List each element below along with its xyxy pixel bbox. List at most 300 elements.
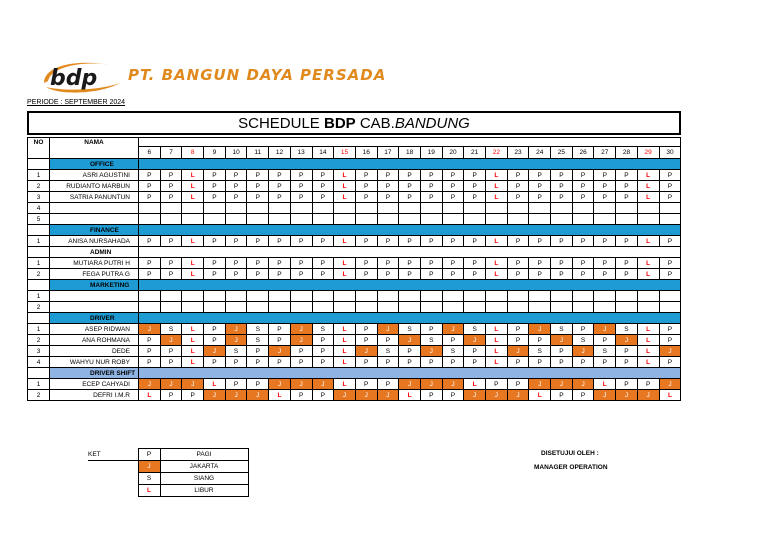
shift-cell: P (594, 335, 616, 346)
section-row (28, 280, 681, 291)
shift-cell: P (290, 357, 312, 368)
shift-cell (160, 203, 182, 214)
shift-cell (594, 214, 616, 225)
row-no: 2 (28, 390, 50, 401)
day-header: 22 (486, 147, 508, 159)
day-header: 11 (247, 147, 269, 159)
table-row (28, 236, 681, 247)
employee-name (50, 214, 139, 225)
day-header: 8 (182, 147, 204, 159)
shift-cell (616, 203, 638, 214)
shift-cell: L (334, 192, 356, 203)
shift-cell: P (247, 236, 269, 247)
shift-cell: J (269, 379, 291, 390)
shift-cell: P (355, 258, 377, 269)
shift-cell: P (529, 335, 551, 346)
section-label: MARKETING (50, 280, 139, 291)
shift-cell (637, 302, 659, 313)
shift-cell: J (377, 324, 399, 335)
shift-cell: P (290, 258, 312, 269)
shift-cell (464, 214, 486, 225)
shift-cell (551, 203, 573, 214)
shift-cell: P (377, 170, 399, 181)
shift-cell: L (399, 390, 421, 401)
shift-cell (594, 302, 616, 313)
shift-cell: J (399, 335, 421, 346)
shift-cell (659, 203, 681, 214)
shift-cell: P (507, 236, 529, 247)
shift-cell: L (486, 236, 508, 247)
shift-cell: P (269, 236, 291, 247)
shift-cell: J (399, 379, 421, 390)
shift-cell (507, 214, 529, 225)
section-no (28, 313, 50, 324)
shift-cell: P (290, 192, 312, 203)
shift-cell: L (182, 192, 204, 203)
legend-row (88, 461, 248, 473)
shift-cell: P (616, 181, 638, 192)
shift-cell: P (247, 269, 269, 280)
shift-cell: J (637, 390, 659, 401)
shift-cell: P (442, 269, 464, 280)
schedule-title (27, 111, 681, 135)
shift-cell: L (637, 357, 659, 368)
shift-cell (182, 302, 204, 313)
legend-label: KET (88, 449, 138, 461)
shift-cell (486, 214, 508, 225)
shift-cell (312, 302, 334, 313)
shift-cell: L (182, 258, 204, 269)
row-no: 4 (28, 203, 50, 214)
shift-cell: P (507, 269, 529, 280)
shift-cell: L (334, 170, 356, 181)
shift-cell: P (204, 192, 226, 203)
day-header: 14 (312, 147, 334, 159)
shift-cell: P (551, 390, 573, 401)
day-header: 29 (637, 147, 659, 159)
legend-table (88, 448, 249, 497)
shift-cell: P (160, 346, 182, 357)
shift-cell: P (420, 170, 442, 181)
shift-cell: P (464, 170, 486, 181)
shift-cell: P (139, 357, 161, 368)
shift-cell: P (572, 192, 594, 203)
shift-cell: J (464, 335, 486, 346)
shift-cell (247, 203, 269, 214)
shift-cell: J (420, 379, 442, 390)
shift-cell: P (139, 181, 161, 192)
shift-cell: L (182, 269, 204, 280)
shift-cell (572, 214, 594, 225)
shift-cell: P (377, 335, 399, 346)
day-header: 19 (420, 147, 442, 159)
shift-cell: P (399, 192, 421, 203)
shift-cell: P (399, 346, 421, 357)
shift-cell: P (594, 258, 616, 269)
employee-name: SATRIA PANUNTUN (50, 192, 139, 203)
day-header: 7 (160, 147, 182, 159)
shift-cell: P (551, 346, 573, 357)
shift-cell (659, 291, 681, 302)
shift-cell: L (182, 357, 204, 368)
shift-cell: P (247, 258, 269, 269)
section-no (28, 280, 50, 291)
shift-cell: P (659, 181, 681, 192)
shift-cell: P (269, 324, 291, 335)
shift-cell (204, 203, 226, 214)
shift-cell: L (182, 324, 204, 335)
shift-cell (182, 214, 204, 225)
shift-cell: S (312, 324, 334, 335)
header-no: NO (28, 138, 50, 159)
shift-cell: P (247, 181, 269, 192)
shift-cell: L (637, 346, 659, 357)
shift-cell (160, 214, 182, 225)
shift-cell: P (312, 181, 334, 192)
shift-cell: L (182, 346, 204, 357)
shift-cell: P (464, 357, 486, 368)
shift-cell: L (659, 390, 681, 401)
table-row (28, 269, 681, 280)
shift-cell: P (464, 269, 486, 280)
shift-cell: L (486, 269, 508, 280)
shift-cell: P (572, 258, 594, 269)
day-header: 26 (572, 147, 594, 159)
shift-cell: P (204, 324, 226, 335)
shift-cell (334, 302, 356, 313)
title-bold: BDP (323, 115, 356, 132)
shift-cell: P (312, 346, 334, 357)
shift-cell: P (247, 346, 269, 357)
shift-cell: J (225, 390, 247, 401)
shift-cell: P (572, 181, 594, 192)
shift-cell (377, 214, 399, 225)
shift-cell: S (616, 324, 638, 335)
shift-cell: J (594, 390, 616, 401)
shift-cell: J (290, 324, 312, 335)
shift-cell: P (594, 170, 616, 181)
shift-cell: P (659, 269, 681, 280)
shift-cell: P (204, 357, 226, 368)
shift-cell: P (225, 192, 247, 203)
employee-name: ASEP RIDWAN (50, 324, 139, 335)
shift-cell: P (377, 357, 399, 368)
shift-cell (355, 302, 377, 313)
shift-cell: P (529, 181, 551, 192)
shift-cell: P (377, 236, 399, 247)
shift-cell: P (269, 181, 291, 192)
table-row (28, 203, 681, 214)
shift-cell (334, 203, 356, 214)
shift-cell: P (507, 192, 529, 203)
shift-cell: P (551, 192, 573, 203)
shift-cell: P (269, 269, 291, 280)
shift-cell: P (420, 236, 442, 247)
day-header: 24 (529, 147, 551, 159)
row-no: 5 (28, 214, 50, 225)
shift-cell (139, 214, 161, 225)
shift-cell (334, 214, 356, 225)
shift-cell: P (160, 236, 182, 247)
shift-cell: J (442, 379, 464, 390)
employee-name: FEGA PUTRA G (50, 269, 139, 280)
table-row (28, 335, 681, 346)
shift-cell: L (486, 357, 508, 368)
shift-cell: P (594, 269, 616, 280)
section-label: DRIVER (50, 313, 139, 324)
table-row (28, 181, 681, 192)
shift-cell (225, 302, 247, 313)
shift-cell: P (572, 390, 594, 401)
shift-cell (637, 203, 659, 214)
shift-cell (464, 302, 486, 313)
shift-cell: P (377, 181, 399, 192)
employee-name: MUTIARA PUTRI H (50, 258, 139, 269)
shift-cell (529, 302, 551, 313)
shift-cell: P (464, 346, 486, 357)
section-bar (139, 159, 681, 170)
schedule-table (27, 137, 681, 401)
shift-cell: P (420, 192, 442, 203)
day-header: 25 (551, 147, 573, 159)
shift-cell: J (312, 379, 334, 390)
shift-cell: P (399, 236, 421, 247)
shift-cell: P (464, 236, 486, 247)
shift-cell: J (572, 379, 594, 390)
section-no (28, 247, 50, 258)
section-bar (139, 225, 681, 236)
shift-cell (529, 291, 551, 302)
employee-name: DEFRI I.M.R (50, 390, 139, 401)
shift-cell: L (486, 258, 508, 269)
employee-name: ECEP CAHYADI (50, 379, 139, 390)
shift-cell (312, 214, 334, 225)
section-row (28, 159, 681, 170)
row-no: 2 (28, 302, 50, 313)
shift-cell: P (616, 170, 638, 181)
shift-cell: S (160, 324, 182, 335)
section-row (28, 247, 681, 258)
bdp-logo (38, 57, 128, 97)
shift-cell (551, 291, 573, 302)
shift-cell: S (529, 346, 551, 357)
shift-cell (659, 302, 681, 313)
section-label: OFFICE (50, 159, 139, 170)
section-label: DRIVER SHIFT (50, 368, 139, 379)
day-header: 16 (355, 147, 377, 159)
shift-cell: P (312, 170, 334, 181)
shift-cell: P (551, 236, 573, 247)
shift-cell: J (225, 324, 247, 335)
shift-cell (507, 291, 529, 302)
shift-cell: P (659, 192, 681, 203)
shift-cell: P (442, 357, 464, 368)
shift-cell: P (464, 181, 486, 192)
shift-cell (529, 214, 551, 225)
shift-cell: P (616, 236, 638, 247)
shift-cell: J (616, 390, 638, 401)
company-name: PT. BANGUN DAYA PERSADA (128, 66, 387, 84)
shift-cell: L (486, 192, 508, 203)
shift-cell: P (551, 269, 573, 280)
shift-cell: P (355, 379, 377, 390)
shift-cell (637, 291, 659, 302)
table-row (28, 379, 681, 390)
shift-cell: P (312, 236, 334, 247)
shift-cell: P (442, 170, 464, 181)
shift-cell: P (529, 269, 551, 280)
shift-cell: J (247, 390, 269, 401)
shift-cell: P (355, 236, 377, 247)
shift-cell: J (659, 346, 681, 357)
row-no: 3 (28, 192, 50, 203)
shift-cell: P (659, 258, 681, 269)
day-header: 9 (204, 147, 226, 159)
shift-cell: S (247, 335, 269, 346)
shift-cell: L (637, 170, 659, 181)
shift-cell: J (290, 379, 312, 390)
shift-cell: P (551, 258, 573, 269)
shift-cell: P (355, 192, 377, 203)
employee-name: ANISA NURSAHADA (50, 236, 139, 247)
employee-name: RUDIANTO MARBUN (50, 181, 139, 192)
row-no: 1 (28, 379, 50, 390)
shift-cell: P (355, 335, 377, 346)
shift-cell (312, 203, 334, 214)
shift-cell: P (594, 357, 616, 368)
shift-cell: L (637, 192, 659, 203)
shift-cell: P (247, 379, 269, 390)
shift-cell: P (529, 192, 551, 203)
shift-cell (355, 291, 377, 302)
shift-cell: P (204, 236, 226, 247)
shift-cell: P (399, 170, 421, 181)
shift-cell: P (355, 181, 377, 192)
shift-cell: P (139, 170, 161, 181)
shift-cell (486, 203, 508, 214)
shift-cell: J (225, 335, 247, 346)
shift-cell: L (269, 390, 291, 401)
day-header: 28 (616, 147, 638, 159)
section-no (28, 225, 50, 236)
table-row (28, 324, 681, 335)
shift-cell: P (225, 236, 247, 247)
shift-cell (399, 214, 421, 225)
day-header: 13 (290, 147, 312, 159)
shift-cell: J (572, 346, 594, 357)
shift-cell (377, 203, 399, 214)
shift-cell (355, 203, 377, 214)
shift-cell: L (486, 335, 508, 346)
shift-cell (290, 203, 312, 214)
shift-cell (442, 214, 464, 225)
shift-cell (204, 291, 226, 302)
shift-cell: P (507, 324, 529, 335)
shift-cell (616, 302, 638, 313)
shift-cell: P (160, 170, 182, 181)
table-row (28, 192, 681, 203)
shift-cell: P (290, 269, 312, 280)
shift-cell: S (399, 324, 421, 335)
shift-cell: L (486, 170, 508, 181)
shift-cell: P (594, 181, 616, 192)
shift-cell: P (529, 236, 551, 247)
legend-label (88, 485, 138, 497)
shift-cell (160, 291, 182, 302)
legend-label (88, 461, 138, 473)
shift-cell (139, 203, 161, 214)
shift-cell: P (204, 181, 226, 192)
table-row (28, 291, 681, 302)
shift-cell: L (637, 335, 659, 346)
shift-cell: P (160, 181, 182, 192)
title-city: BANDUNG (394, 115, 470, 132)
shift-cell: P (312, 269, 334, 280)
employee-name (50, 203, 139, 214)
shift-cell (442, 291, 464, 302)
shift-cell (464, 291, 486, 302)
shift-cell: P (204, 258, 226, 269)
shift-cell (399, 302, 421, 313)
shift-cell (269, 203, 291, 214)
shift-cell: P (420, 181, 442, 192)
shift-cell: P (529, 258, 551, 269)
shift-cell: J (204, 390, 226, 401)
shift-cell: P (594, 192, 616, 203)
shift-cell (225, 203, 247, 214)
shift-cell (139, 291, 161, 302)
shift-cell: P (269, 357, 291, 368)
shift-cell: P (312, 357, 334, 368)
shift-cell: L (182, 335, 204, 346)
shift-cell (420, 291, 442, 302)
shift-cell: P (442, 181, 464, 192)
shift-cell: P (420, 258, 442, 269)
shift-cell: P (290, 181, 312, 192)
shift-cell: P (399, 258, 421, 269)
shift-cell: J (659, 379, 681, 390)
day-header: 18 (399, 147, 421, 159)
day-header: 6 (139, 147, 161, 159)
day-header: 30 (659, 147, 681, 159)
shift-cell: P (529, 357, 551, 368)
shift-cell: P (139, 236, 161, 247)
shift-cell: J (139, 379, 161, 390)
row-no: 1 (28, 236, 50, 247)
shift-cell: P (420, 390, 442, 401)
shift-cell: P (399, 181, 421, 192)
shift-cell (312, 291, 334, 302)
row-no: 2 (28, 335, 50, 346)
day-header: 20 (442, 147, 464, 159)
row-no: 1 (28, 170, 50, 181)
shift-cell: P (507, 379, 529, 390)
shift-cell: P (139, 192, 161, 203)
shift-cell: L (334, 335, 356, 346)
shift-cell: P (290, 236, 312, 247)
shift-cell: P (659, 236, 681, 247)
shift-cell: P (420, 357, 442, 368)
shift-cell: P (486, 379, 508, 390)
shift-cell: J (355, 390, 377, 401)
shift-cell: P (464, 192, 486, 203)
shift-cell: L (637, 236, 659, 247)
row-no: 4 (28, 357, 50, 368)
shift-cell (377, 302, 399, 313)
shift-cell: P (377, 379, 399, 390)
shift-cell: P (399, 357, 421, 368)
table-row (28, 390, 681, 401)
